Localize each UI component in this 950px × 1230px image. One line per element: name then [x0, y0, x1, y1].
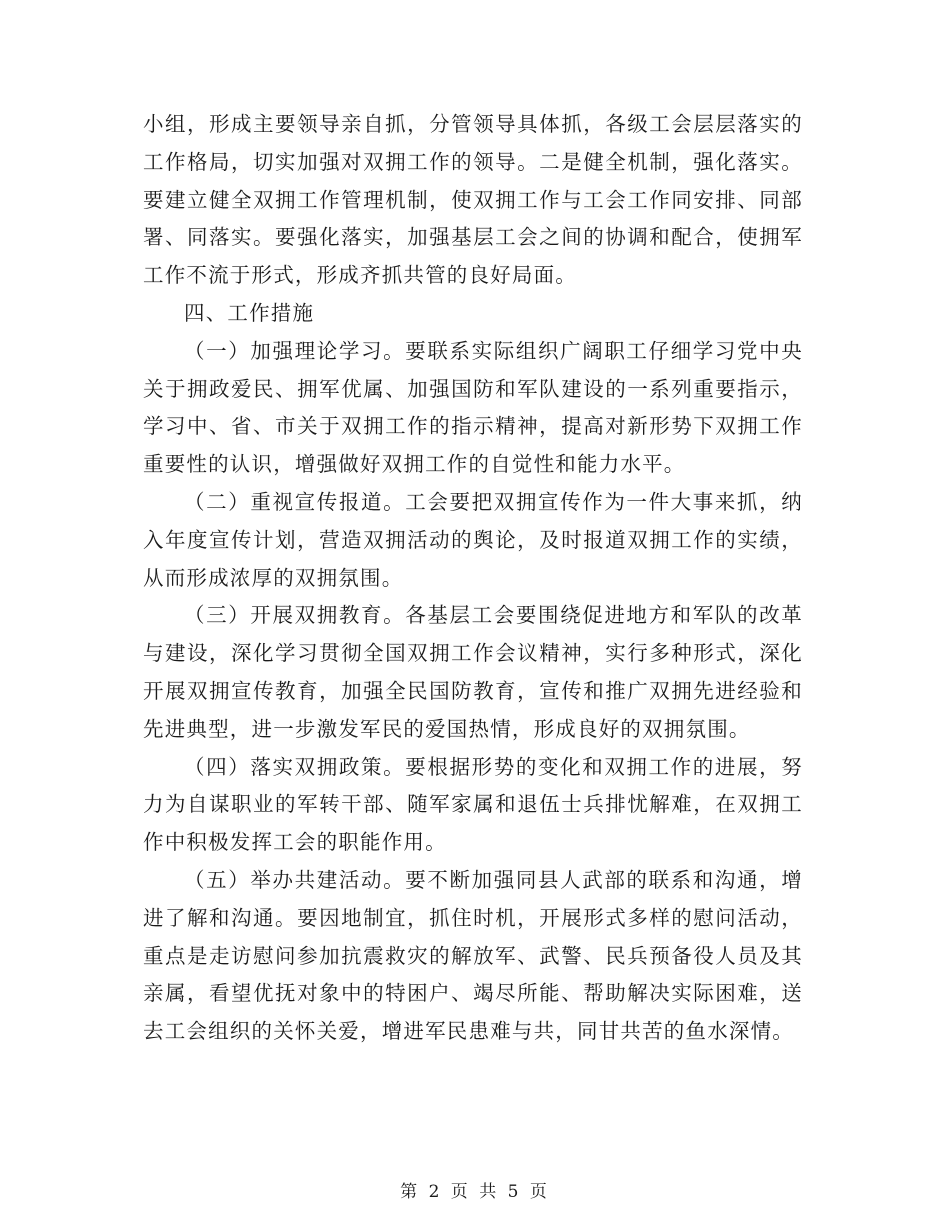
paragraph-intro: 小组，形成主要领导亲自抓，分管领导具体抓，各级工会层层落实的工作格局，切实加强对双拥工作的领导。二是健全机制，强化落实。要建立健全双拥工作管理机制，使双拥工作与工会工作同安排、同部署、同落实。要强化落实，加强基层工会之间的协调和配合，使拥军工作不流于形式，形成齐抓共管的良好局面。 [143, 112, 803, 288]
document-body [143, 106, 803, 1051]
paragraph-measure-5: （五）举办共建活动。要不断加强同县人武部的联系和沟通，增进了解和沟通。要因地制宜，抓住时机，开展形式多样的慰问活动，重点是走访慰问参加抗震救灾的解放军、武警、民兵预备役人员及其亲属，看望优抚对象中的特困户、竭尽所能、帮助解决实际困难，送去工会组织的关怀关爱，增进军民患难与共，同甘共苦的鱼水深情。 [143, 867, 803, 1044]
paragraph-measure-1: （一）加强理论学习。要联系实际组织广阔职工仔细学习党中央关于拥政爱民、拥军优属、加强国防和军队建设的一系列重要指示，学习中、省、市关于双拥工作的指示精神，提高对新形势下双拥工作重要性的认识，增强做好双拥工作的自觉性和能力水平。 [143, 338, 803, 477]
paragraph-measure-4: （四）落实双拥政策。要根据形势的变化和双拥工作的进展，努力为自谋职业的军转干部、随军家属和退伍士兵排忧解难，在双拥工作中积极发挥工会的职能作用。 [143, 754, 803, 855]
page-number-footer: 第 2 页 共 5 页 [400, 1182, 550, 1202]
section-heading-work-measures: 四、工作措施 [184, 300, 315, 325]
paragraph-measure-2: （二）重视宣传报道。工会要把双拥宣传作为一件大事来抓，纳入年度宣传计划，营造双拥活动的舆论，及时报道双拥工作的实绩，从而形成浓厚的双拥氛围。 [143, 489, 803, 590]
paragraph-measure-3: （三）开展双拥教育。各基层工会要围绕促进地方和军队的改革与建设，深化学习贯彻全国双拥工作会议精神，实行多种形式，深化开展双拥宣传教育，加强全民国防教育，宣传和推广双拥先进经验和先进典型，进一步激发军民的爱国热情，形成良好的双拥氛围。 [143, 603, 803, 741]
